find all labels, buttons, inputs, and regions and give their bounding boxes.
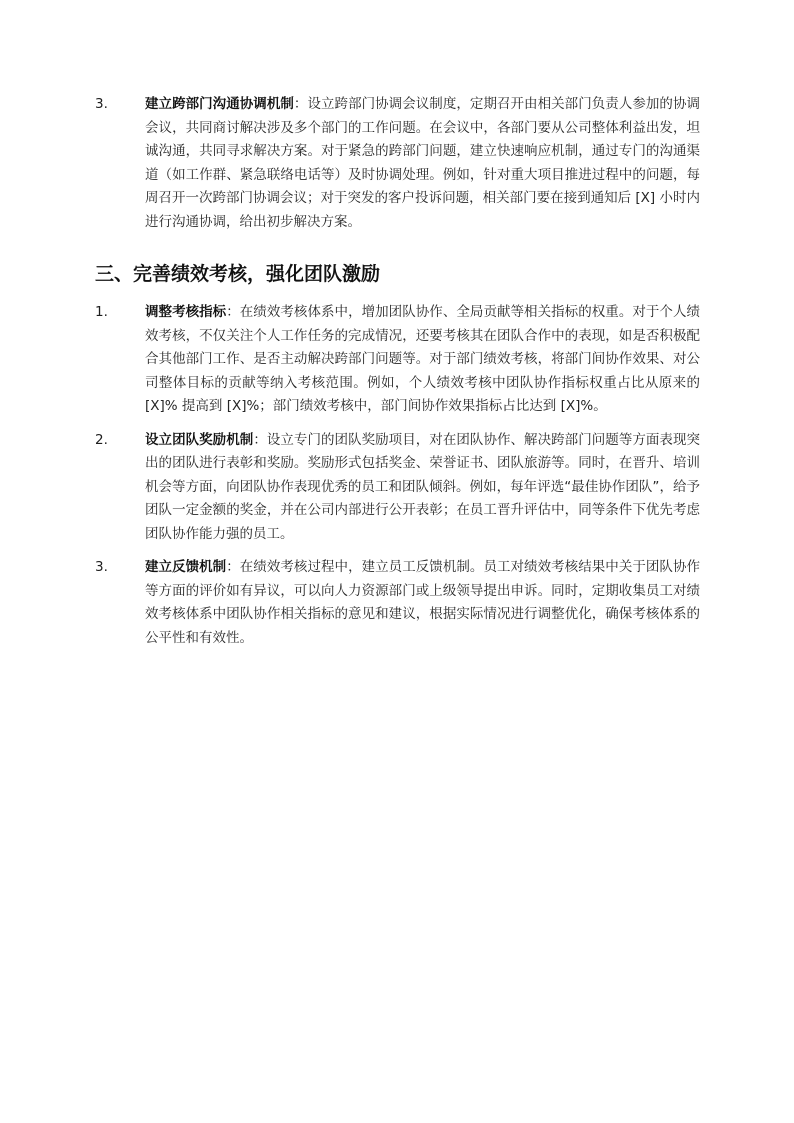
list-item-term: 建立反馈机制 — [145, 559, 227, 575]
list-item-term: 建立跨部门沟通协调机制 — [145, 96, 294, 112]
list-item-term: 调整考核指标 — [145, 304, 227, 320]
list-item-body — [145, 429, 700, 547]
list-item-text: ：设立跨部门协调会议制度，定期召开由相关部门负责人参加的协调会议，共同商讨解决涉及多个部门的工作问题。在会议中，各部门要从公司整体利益出发，坦诚沟通，共同寻求解决方案。对于紧急的跨部门问题，建立快速响应机制，通过专门的沟通渠道（如工作群、紧急联络电话等）及时协调处理。例如，针对重大项目推进过程中的问题，每周召开一次跨部门协调会议；对于突发的客户投诉问题，相关部门要在接到通知后 [X] 小时内进行沟通协调，给出初步解决方案。 — [145, 96, 701, 230]
list-item-number: 1. — [95, 304, 108, 320]
list-item-body — [145, 301, 700, 419]
list-item-team-rewards — [95, 429, 700, 547]
list-item-adjust-metrics — [95, 301, 700, 419]
list-item-number: 3. — [95, 559, 108, 575]
section-3-heading: 三、完善绩效考核，强化团队激励 — [95, 263, 381, 285]
list-item-text: ：在绩效考核体系中，增加团队协作、全局贡献等相关指标的权重。对于个人绩效考核，不仅关注个人工作任务的完成情况，还要考核其在团队合作中的表现，如是否积极配合其他部门工作、是否主动解决跨部门问题等。对于部门绩效考核，将部门间协作效果、对公司整体目标的贡献等纳入考核范围。例如，个人绩效考核中团队协作指标权重占比从原来的 [X]% 提高到 [X]%；部门绩效考核中，部门间协作效果指标占比达到 [X]%。 — [145, 304, 701, 414]
section-3-list — [95, 301, 700, 650]
list-item-term: 设立团队奖励机制 — [145, 431, 254, 448]
list-item-cross-dept-coordination — [95, 93, 700, 234]
list-item-text: ：设立专门的团队奖励项目，对在团队协作、解决跨部门问题等方面表现突出的团队进行表彰和奖励。奖励形式包括奖金、荣誉证书、团队旅游等。同时，在晋升、培训机会等方面，向团队协作表现优秀的员工和团队倾斜。例如，每年评选“最佳协作团队”，给予团队一定金额的奖金，并在公司内部进行公开表彰；在员工晋升评估中，同等条件下优先考虑团队协作能力强的员工。 — [145, 431, 701, 542]
list-item-feedback-mechanism — [95, 556, 700, 650]
section-2-list — [95, 93, 700, 234]
list-item-body — [145, 93, 700, 234]
list-item-text: ：在绩效考核过程中，建立员工反馈机制。员工对绩效考核结果中关于团队协作等方面的评价如有异议，可以向人力资源部门或上级领导提出申诉。同时，定期收集员工对绩效考核体系中团队协作相关指标的意见和建议，根据实际情况进行调整优化，确保考核体系的公平性和有效性。 — [145, 559, 701, 646]
list-item-number: 2. — [95, 431, 108, 448]
list-item-body — [145, 556, 700, 650]
list-item-number: 3. — [95, 96, 108, 112]
